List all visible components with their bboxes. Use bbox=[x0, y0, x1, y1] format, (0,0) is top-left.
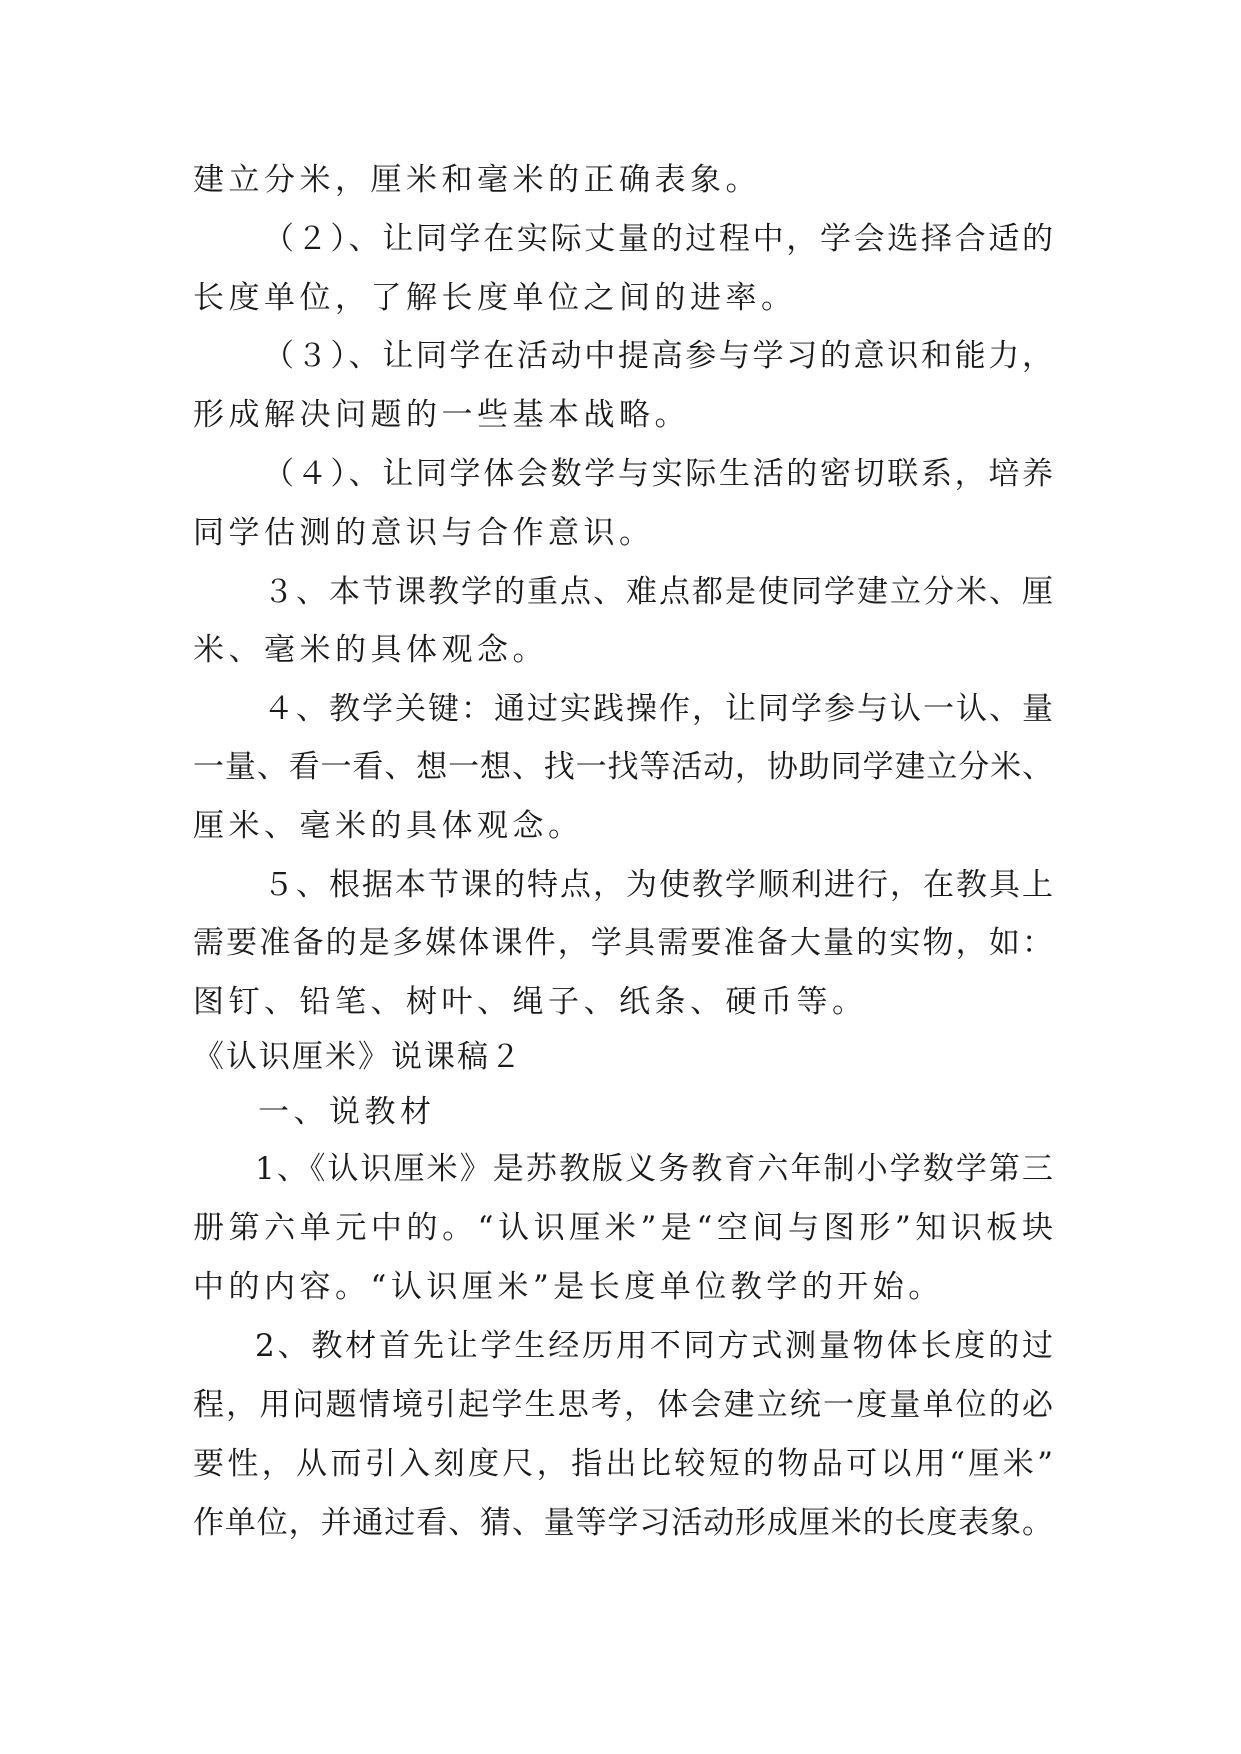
text-line-2: （２）、让同学在实际丈量的过程中，学会选择合适的 bbox=[263, 221, 1053, 257]
text-line-7: 同学估测的意识与合作意识。 bbox=[193, 515, 655, 551]
text-line-9: 米、毫米的具体观念。 bbox=[193, 632, 548, 668]
text-line-8: ３、本节课教学的重点、难点都是使同学建立分米、厘 bbox=[263, 574, 1053, 610]
text-line-17: 一、说教材 bbox=[258, 1094, 436, 1130]
text-line-22: 程，用问题情境引起学生思考，体会建立统一度量单位的必 bbox=[193, 1387, 1053, 1423]
text-line-13: ５、根据本节课的特点，为使教学顺利进行，在教具上 bbox=[263, 867, 1053, 903]
text-line-14: 需要准备的是多媒体课件，学具需要准备大量的实物，如： bbox=[193, 925, 1053, 961]
text-line-5: 形成解决问题的一些基本战略。 bbox=[193, 397, 690, 433]
text-line-21: 2、教材首先让学生经历用不同方式测量物体长度的过 bbox=[255, 1328, 1053, 1364]
text-line-20: 中的内容。“认识厘米”是长度单位教学的开始。 bbox=[193, 1269, 944, 1305]
text-line-1: 建立分米，厘米和毫米的正确表象。 bbox=[193, 162, 761, 198]
text-line-24: 作单位，并通过看、猜、量等学习活动形成厘米的长度表象。 bbox=[193, 1505, 1053, 1541]
text-line-15: 图钉、铅笔、树叶、绳子、纸条、硬币等。 bbox=[193, 984, 868, 1020]
text-line-6: （４）、让同学体会数学与实际生活的密切联系，培养 bbox=[263, 456, 1053, 492]
text-line-19: 册第六单元中的。“认识厘米”是“空间与图形”知识板块 bbox=[193, 1210, 1053, 1246]
text-line-4: （３）、让同学在活动中提高参与学习的意识和能力， bbox=[263, 338, 1053, 374]
text-line-12: 厘米、毫米的具体观念。 bbox=[193, 808, 584, 844]
text-line-10: ４、教学关键：通过实践操作，让同学参与认一认、量 bbox=[263, 691, 1053, 727]
text-line-3: 长度单位，了解长度单位之间的进率。 bbox=[193, 280, 797, 316]
text-line-23: 要性，从而引入刻度尺，指出比较短的物品可以用“厘米” bbox=[193, 1446, 1053, 1482]
section-heading: 《认识厘米》说课稿２ bbox=[193, 1039, 523, 1075]
text-line-18: 1、《认识厘米》是苏教版义务教育六年制小学数学第三 bbox=[255, 1151, 1053, 1187]
text-line-11: 一量、看一看、想一想、找一找等活动，协助同学建立分米、 bbox=[193, 749, 1053, 785]
